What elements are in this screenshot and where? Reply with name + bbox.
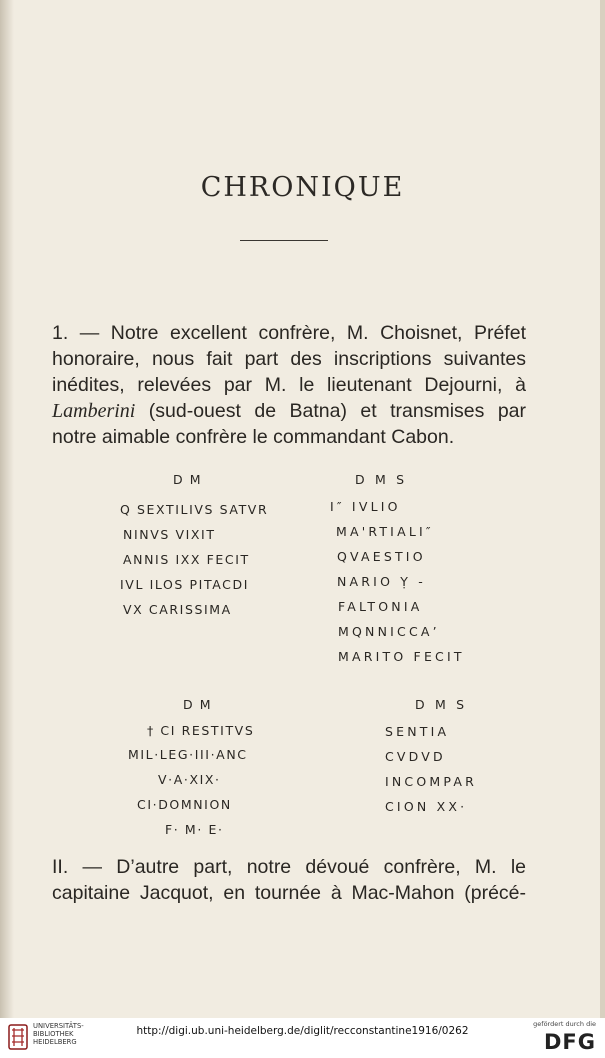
- paragraph-1-line-4-rest: (sud-ouest de Batna) et transmises par: [135, 400, 526, 422]
- inscription-2-right-line: INCOMPAR: [385, 774, 477, 789]
- inscription-1-right-line: I″ IVLIO: [330, 499, 401, 514]
- paragraph-1: [52, 320, 526, 450]
- inscription-1-left-line: VX CARISSIMA: [123, 602, 232, 617]
- inscription-1-left-line: Q SEXTILIVS SATVR: [120, 502, 269, 517]
- inscription-2-right-line: CVDVD: [385, 749, 446, 764]
- chronicle-heading: CHRONIQUE: [200, 172, 405, 203]
- university-library-name: UNIVERSITÄTS- BIBLIOTHEK HEIDELBERG: [33, 1022, 84, 1046]
- paragraph-1-line: honoraire, nous fait part des inscriptions suivantes: [52, 348, 526, 370]
- inscription-1-right-line: FALTONIA: [338, 599, 423, 614]
- inscription-1-left-line: IVL ILOS PITACDI: [120, 577, 249, 592]
- source-url-link[interactable]: http://digi.ub.uni-heidelberg.de/diglit/recconstantine1916/0262: [136, 1025, 469, 1037]
- inscription-1-right-line: D M S: [355, 472, 408, 487]
- viewer-footer: [0, 1018, 605, 1058]
- inscription-2-left-line: F· M· E·: [165, 822, 224, 837]
- page-right-edge: [600, 0, 605, 1018]
- funding-note: gefördert durch die: [533, 1020, 596, 1028]
- dfg-logo: DFG: [543, 1030, 596, 1054]
- inscription-2-left-line: D M: [183, 697, 213, 712]
- heading-rule: [240, 240, 328, 241]
- inscription-1-right-line: QVAESTIO: [337, 549, 426, 564]
- inscription-1-right-line: MQNNICCA’: [338, 624, 440, 639]
- inscription-2-right-line: SENTIA: [385, 724, 450, 739]
- inscription-1-left-line: D M: [173, 472, 203, 487]
- paragraph-2: [52, 854, 526, 906]
- inscription-2-left-line: MIL·LEG·III·ANC: [128, 747, 248, 762]
- page-gutter-shadow: [0, 0, 14, 1018]
- inscription-2-left-line: V·A·XIX·: [158, 772, 221, 787]
- inscription-2-left-line: † CI RESTITVS: [147, 723, 255, 738]
- paragraph-2-line: capitaine Jacquot, en tournée à Mac-Mahon (précé-: [52, 882, 526, 904]
- paragraph-1-last-line: notre aimable confrère le commandant Cabon.: [52, 426, 455, 448]
- paragraph-1-line-4: [52, 398, 526, 424]
- inscription-1-left-line: NINVS VIXIT: [123, 527, 216, 542]
- inscription-2-right-line: CION XX·: [385, 799, 468, 814]
- paragraph-2-line: II. — D’autre part, notre dévoué confrère, M. le: [52, 856, 526, 878]
- inscription-2-left-line: CI·DOMNION: [137, 797, 232, 812]
- inscription-1-right-line: MA'RTIALI″: [336, 524, 434, 539]
- inscription-2-right-line: D M S: [415, 697, 468, 712]
- paragraph-1-line: 1. — Notre excellent confrère, M. Choisnet, Préfet: [52, 322, 526, 344]
- inscription-1-right-line: NARIO Ỵ -: [337, 574, 427, 589]
- inscription-1-right-line: MARITO FECIT: [338, 649, 465, 664]
- inscription-1-left-line: ANNIS IXX FECIT: [123, 552, 250, 567]
- place-name-italic: Lamberini: [52, 400, 136, 422]
- paragraph-1-line: inédites, relevées par M. le lieutenant Dejourni, à: [52, 374, 526, 396]
